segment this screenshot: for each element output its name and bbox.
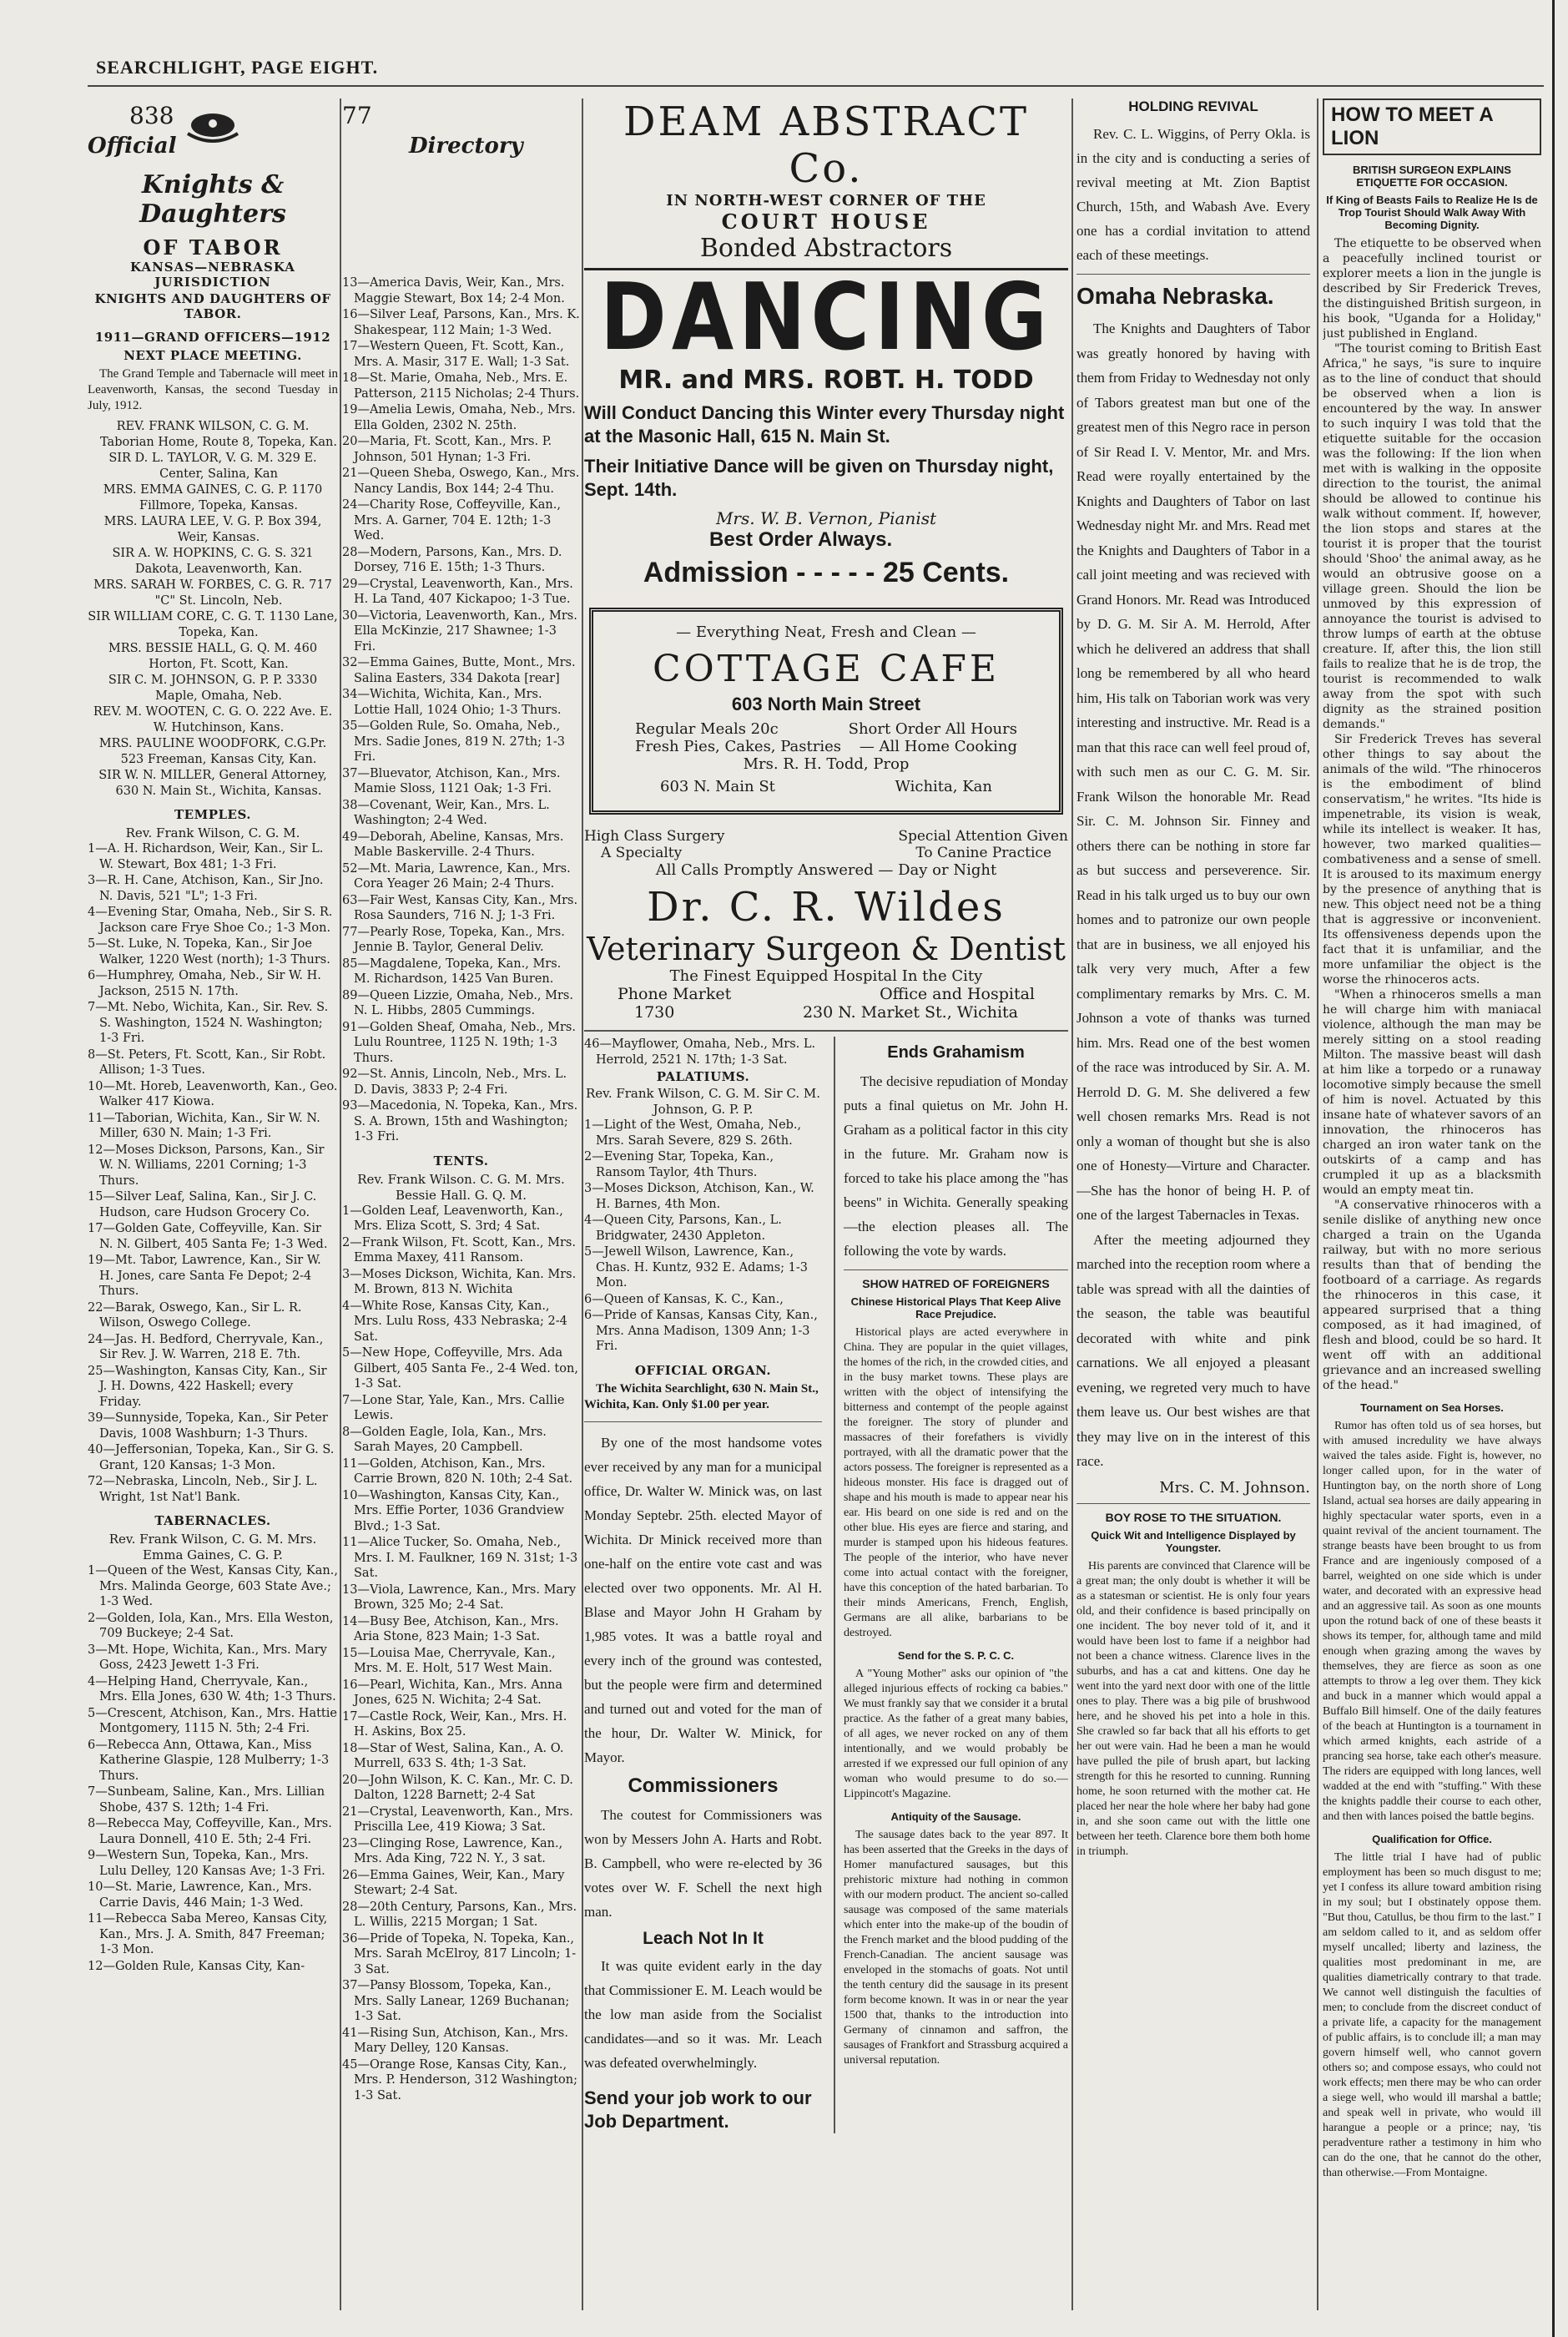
column-rule — [1071, 98, 1073, 2310]
temple-entry: 19—Mt. Tabor, Lawrence, Kan., Sir W. H. Jones, care Santa Fe Depot; 2-4 Thurs. — [88, 1254, 321, 1298]
tabernacle-entry: 38—Covenant, Weir, Kan., Mrs. L. Washington; 2-4 Wed. — [342, 798, 550, 827]
vet-specialty: A Specialty — [601, 845, 683, 861]
tabernacle-entry: 17—Western Queen, Ft. Scott, Kan., Mrs. A. Masir, 317 E. Wall; 1-3 Sat. — [342, 340, 570, 369]
foreigners-article: Historical plays are acted everywhere in China. They are popular in the quiet villages, the homes of the rich, in the crowded cities, and in the busy market towns. These plays are written with the object of intensifying the bitterness and contempt of the people against the foreigner. The story of plunder and massacres of their forefathers is vividly portrayed, with all the dramatic power that the actors possess. The foreigner is represented as a hideous monster. His face is dragged out of shape and his mouth is made to appear near his ear. His beard on one side is red and on the other blue. His eyes are fierce and staring, and murder is stamped upon his hideous features. The people of the interior, who have never come into actual contact with the foreigner, have this conception of the hated barbarian. To their minds Americans, French, English, Germans are all alike, barbarians to be destroyed. — [844, 1326, 1068, 1639]
tabernacle-entry: 5—Crescent, Atchison, Kan., Mrs. Hattie Montgomery, 1115 N. 5th; 2-4 Fri. — [88, 1706, 337, 1735]
vet-special-attention: Special Attention Given — [898, 828, 1068, 845]
revival-heading: HOLDING REVIVAL — [1128, 98, 1258, 114]
tent-entry: 41—Rising Sun, Atchison, Kan., Mrs. Mary Delley, 120 Kansas. — [342, 2026, 568, 2055]
temples-lead: Rev. Frank Wilson, C. G. M. — [125, 825, 300, 840]
tabernacle-entry: 12—Golden Rule, Kansas City, Kan- — [88, 1959, 305, 1973]
officers-heading: 1911—GRAND OFFICERS—1912 — [94, 330, 331, 345]
knights-daughters-title: Knights & Daughters — [139, 170, 286, 229]
tabernacle-entry: 9—Western Sun, Topeka, Kan., Mrs. Lulu Delley, 120 Kansas Ave; 1-3 Fri. — [88, 1849, 325, 1878]
tent-entry: 8—Golden Eagle, Iola, Kan., Mrs. Sarah Mayes, 20 Campbell. — [342, 1425, 547, 1454]
tents-heading: TENTS. — [433, 1153, 489, 1168]
lion-paragraph: Sir Frederick Treves has several other things to say about the animals of the wild. "The rhinoceros is the embodiment of blind conservatism," he writes. "Its hide is impenetrable, its vision is weak, while its intellect is weaker. It has, however, two marked qualities—combativeness and a sense of smell. It is aroused to its maximum energy by the presence of anything that is new. This object need not be a thing that is aggressive or inconvenient. Its offensiveness depends upon the fact that it is unfamiliar, and the more unfamiliar the object is the worse the rhinoceros acts. — [1323, 733, 1541, 987]
official-label: Official — [88, 134, 177, 159]
grahamism-article: The decisive repudiation of Monday puts a final quietus on Mr. John H. Graham as a political factor in this city in the future. Mr. Graham now is forced to take his place among the "has beens" in Wichita. Generally speaking—the election pleases all. The following the vote by wards. — [844, 1073, 1068, 1259]
cafe-tagline: — Everything Neat, Fresh and Clean — — [676, 623, 976, 641]
leach-heading: Leach Not In It — [643, 1928, 764, 1948]
tent-entry: 15—Louisa Mae, Cherryvale, Kan., Mrs. M. E. Holt, 517 West Main. — [342, 1646, 556, 1675]
lion-subheading: BRITISH SURGEON EXPLAINS ETIQUETTE FOR OCCASION. — [1353, 164, 1511, 189]
tabernacle-entry: 4—Helping Hand, Cherryvale, Kan., Mrs. Ella Jones, 630 W. 4th; 1-3 Thurs. — [88, 1674, 336, 1704]
dancing-pianist: Mrs. W. B. Vernon, Pianist — [715, 508, 937, 528]
sausage-article: The sausage dates back to the year 897. It has been asserted that the Greeks in the days of Homer manufactured sausages, but this prehistoric mixture had nothing in common with our modern product. The ancient so-called sausage was composed of the same materials which enter into the make-up of the boudin of the French market and the blood pudding of the French-Canadian. The ancient sausage was enveloped in the stomachs of goats. Not until the tenth century did the sausage in its present form become known. It was in or near the year 1500 that, thanks to the introduction into Germany of cinnamon and saffron, the sausages of Frankfort and Strassburg acquired a universal reputation. — [844, 1829, 1068, 2067]
tent-entry: 14—Busy Bee, Atchison, Kan., Mrs. Aria Stone, 823 Main; 1-3 Sat. — [342, 1614, 559, 1643]
column-rule — [340, 98, 341, 2310]
tent-entry: 20—John Wilson, K. C. Kan., Mr. C. D. Dalton, 1228 Barnett; 2-4 Sat — [342, 1773, 573, 1802]
temple-entry: 40—Jeffersonian, Topeka, Kan., Sir G. S. Grant, 120 Kansas; 1-3 Mon. — [88, 1443, 335, 1472]
dancing-title: DANCING — [600, 263, 1052, 371]
dancing-body-2: Their Initiative Dance will be given on Thursday night, Sept. 14th. — [584, 456, 1054, 500]
vet-phone-number: 1730 — [634, 1003, 675, 1022]
officer-entry: SIR D. L. TAYLOR, V. G. M. 329 E. Center, Salina, Kan — [108, 452, 317, 481]
directory-label: Directory — [409, 134, 523, 159]
officer-entry: REV. FRANK WILSON, C. G. M. Taborian Home, Route 8, Topeka, Kan. — [100, 420, 337, 449]
tent-entry: 37—Pansy Blossom, Topeka, Kan., Mrs. Sally Lanear, 1269 Buchanan; 1-3 Sat. — [342, 1979, 570, 2023]
tabernacle-entry: 89—Queen Lizzie, Omaha, Neb., Mrs. N. L. Hibbs, 2805 Cummings. — [342, 988, 573, 1017]
revival-article: Rev. C. L. Wiggins, of Perry Okla. is in the city and is conducting a series of revival meeting at Mt. Zion Baptist Church, 15th, and Wabash Ave. Every one has a cordial invitation to attend each of these meetings. — [1076, 126, 1310, 263]
foreigners-subheading: Chinese Historical Plays That Keep Alive Race Prejudice. — [850, 1295, 1061, 1320]
dancing-order: Best Order Always. — [709, 528, 893, 551]
directory-column — [88, 98, 338, 2310]
lion-article — [1323, 236, 1541, 1393]
cafe-name: COTTAGE CAFE — [653, 648, 1000, 690]
officer-entry: REV. M. WOOTEN, C. G. O. 222 Ave. E. W. Hutchinson, Kans. — [93, 705, 333, 734]
page-header: SEARCHLIGHT, PAGE EIGHT. — [96, 57, 379, 78]
officer-entry: MRS. EMMA GAINES, C. G. P. 1170 Fillmore, Topeka, Kansas. — [103, 483, 323, 512]
tabernacle-entry: 49—Deborah, Abeline, Kansas, Mrs. Mable Baskerville. 2-4 Thurs. — [342, 830, 564, 859]
temple-entry: 7—Mt. Nebo, Wichita, Kan., Sir. Rev. S. S. Washington, 1524 N. Washington; 1-3 Fri. — [88, 1001, 329, 1045]
temples-heading: TEMPLES. — [174, 807, 251, 822]
tabernacles-heading: TABERNACLES. — [154, 1513, 271, 1528]
temple-entry: 17—Golden Gate, Coffeyville, Kan. Sir N. N. Gilbert, 405 Santa Fe; 1-3 Wed. — [88, 1222, 328, 1251]
send-job-notice: Send your job work to our Job Department. — [584, 2087, 812, 2132]
temple-entry: 24—Jas. H. Bedford, Cherryvale, Kan., Sir Rev. J. W. Warren, 218 E. 7th. — [88, 1332, 324, 1361]
official-organ-text: The Wichita Searchlight, 630 N. Main St., Wichita, Kan. Only $1.00 per year. — [584, 1381, 819, 1411]
tabernacle-entry: 52—Mt. Maria, Lawrence, Kan., Mrs. Cora Yeager 26 Main; 2-4 Thurs. — [342, 861, 571, 891]
temple-entry: 5—St. Luke, N. Topeka, Kan., Sir Joe Walker, 1220 West (north); 1-3 Thurs. — [88, 937, 330, 967]
directory-number-right: 77 — [342, 102, 372, 129]
vet-title: Veterinary Surgeon & Dentist — [587, 931, 1066, 967]
tabernacle-entry: 91—Golden Sheaf, Omaha, Neb., Mrs. Lulu Rountree, 1125 N. 19th; 1-3 Thurs. — [342, 1020, 576, 1065]
lion-paragraph: "When a rhinoceros smells a man he will charge him with maniacal violence, although the man may be merely sitting on a stool reading Milton. The massive beast will dash at him like a torpedo or a runaway locomotive simply because the smell of him is novel. Actuated by this insane hate of whatever savors of an innovation, the rhinoceros has charged an iron water tank on the outskirts of a camp and has crumpled it up as a blacksmith would an empty meat tin. — [1323, 988, 1541, 1197]
tabernacle-entry: 93—Macedonia, N. Topeka, Kan., Mrs. S. A. Brown, 15th and Washington; 1-3 Fri. — [342, 1099, 578, 1143]
commissioners-heading: Commissioners — [628, 1774, 779, 1797]
cafe-short-order: Short Order All Hours — [848, 720, 1017, 738]
palatium-entry: 2—Evening Star, Topeka, Kan., Ransom Taylor, 4th Thurs. — [584, 1150, 774, 1179]
temples-list — [88, 841, 338, 1505]
tent-entry: 17—Castle Rock, Weir, Kan., Mrs. H. H. Askins, Box 25. — [342, 1709, 567, 1739]
vet-hospital: The Finest Equipped Hospital In the City — [669, 967, 983, 985]
boy-article: His parents are convinced that Clarence will be a great man; the only doubt is whether it will be as a statesman or scientist. He is only four years old, and their confidence is based principally on one incident. The boy never told of it, and it would have been lost to fame if a neighbor had not been a chance witness. Clarence lives in the suburbs, and has a cat and kittens. One day he went into the yard next door with one of the little ones to play. There was a big pile of brushwood here, and he shoved his pet into a hole in this. She crawled so far back that all his efforts to get her out were vain. Had he been a man he would have pulled the pile of brush apart, but lacking strength for this he resorted to cunning. Running home, he soon returned with the mother cat. He placed her near the hole where her baby had gone in, and she soon came out with the little one between her teeth. Clarence bore them both home in triumph. — [1076, 1559, 1310, 1858]
palatiums-heading: PALATIUMS. — [656, 1069, 750, 1084]
lion-paragraph: The etiquette to be observed when a peacefully inclined tourist or explorer meets a lion in the jungle is described by Sir Frederick Treves, the distinguished British surgeon, in his book, "Uganda for a Holiday," just published in England. — [1323, 237, 1541, 341]
tabernacle-entry: 28—Modern, Parsons, Kan., Mrs. D. Dorsey, 716 E. 15th; 1-3 Thurs. — [342, 545, 562, 574]
column-rule — [582, 98, 583, 2310]
tabernacles-list — [88, 1563, 338, 1974]
officer-entry: MRS. LAURA LEE, V. G. P. Box 394, Weir, Kansas. — [103, 515, 322, 544]
tents-lead: Rev. Frank Wilson. C. G. M. Mrs. Bessie Hall. G. Q. M. — [357, 1171, 565, 1203]
cafe-home-cooking: — All Home Cooking — [859, 738, 1017, 755]
tabernacle-entry: 20—Maria, Ft. Scott, Kan., Mrs. P. Johnson, 501 Hynan; 1-3 Fri. — [342, 435, 552, 464]
tents-list-continued — [584, 1037, 822, 1068]
palatium-entry: 3—Moses Dickson, Atchison, Kan., W. H. Barnes, 4th Mon. — [584, 1182, 814, 1211]
palatium-entry: 6—Queen of Kansas, K. C., Kan., — [584, 1292, 784, 1306]
tent-entry: 45—Orange Rose, Kansas City, Kan., Mrs. P. Henderson, 312 Washington; 1-3 Sat. — [342, 2057, 577, 2102]
next-meeting-text: The Grand Temple and Tabernacle will meet in Leavenworth, Kansas, the second Tuesday in July, 1912. — [88, 367, 338, 412]
tent-entry: 18—Star of West, Salina, Kan., A. O. Murrell, 633 S. 4th; 1-3 Sat. — [342, 1741, 564, 1770]
vet-surgery: High Class Surgery — [584, 828, 725, 845]
omaha-heading: Omaha Nebraska. — [1076, 283, 1274, 309]
column-rule — [1317, 98, 1318, 2310]
officer-entry: SIR C. M. JOHNSON, G. P. P. 3330 Maple, Omaha, Neb. — [108, 674, 318, 703]
cafe-pies: Fresh Pies, Cakes, Pastries — [635, 738, 841, 755]
spcc-heading: Send for the S. P. C. C. — [897, 1649, 1015, 1662]
tent-entry: 1—Golden Leaf, Leavenworth, Kan., Mrs. Eliza Scott, S. 3rd; 4 Sat. — [342, 1204, 563, 1233]
tent-entry: 28—20th Century, Parsons, Kan., Mrs. L. Willis, 2215 Morgan; 1 Sat. — [342, 1900, 577, 1929]
lion-heading: HOW TO MEET A LION — [1323, 98, 1541, 155]
tabernacle-entry: 1—Queen of the West, Kansas City, Kan., Mrs. Malinda George, 603 State Ave.; 1-3 Wed. — [88, 1564, 338, 1608]
temple-entry: 12—Moses Dickson, Parsons, Kan., Sir W. N. Williams, 2201 Corning; 1-3 Thurs. — [88, 1143, 325, 1188]
cafe-address: 603 North Main Street — [731, 694, 921, 714]
tabernacle-entry: 63—Fair West, Kansas City, Kan., Mrs. Rosa Saunders, 716 N. J; 1-3 Fri. — [342, 893, 578, 922]
vet-canine: To Canine Practice — [915, 845, 1051, 861]
tabernacle-entry: 24—Charity Rose, Coffeyville, Kan., Mrs. A. Garner, 704 E. 12th; 1-3 Wed. — [342, 498, 561, 543]
grahamism-heading: Ends Grahamism — [887, 1043, 1025, 1062]
abstract-ad — [584, 98, 1068, 263]
tabernacle-entry: 16—Silver Leaf, Parsons, Kan., Mrs. K. Shakespear, 112 Main; 1-3 Wed. — [342, 308, 580, 337]
directory-masthead-right — [342, 98, 580, 164]
tournament-heading: Tournament on Sea Horses. — [1360, 1401, 1504, 1414]
office-article: The little trial I have had of public employment has been so much disgust to me; yet I confess its allure toward ambition rising in my soul; but I obstinately oppose them. "But thou, Catullus, be thou firm to the last." I am seldom called to it, and as seldom offer myself uncalled; liberty and laziness, the qualities most predominant in me, are qualities diametrically contrary to that trade. We cannot well distinguish the faculties of men; to conclude from the discreet conduct of a private life, a capacity for the management of public affairs, is to conclude ill; a man may govern himself well, who cannot govern others so; and compose essays, who could not work effects; men there may be who can order a siege well, who would ill marshal a battle; and speak well in private, who would ill harangue a people or a prince; nay, 'tis peradventure rather a testimony in him who can do the one, that he cannot do the other, than otherwise.—From Montaigne. — [1323, 1851, 1541, 2179]
vet-address: 230 N. Market St., Wichita — [802, 1003, 1018, 1022]
omaha-article-2: After the meeting adjourned they marched into the reception room where a table was spread with all the dainties of the season, the table was beautiful decorated with white and pink carnations. We all enjoyed a pleasant evening, we regreted very much to have them leave us. Our best wishes are that they may live on in the interest of this race. — [1076, 1231, 1310, 1469]
palatium-entry: 5—Jewell Wilson, Lawrence, Kan., Chas. H. Kuntz, 932 E. Adams; 1-3 Mon. — [584, 1245, 808, 1290]
officer-entry: MRS. BESSIE HALL, G. Q. M. 460 Horton, Ft. Scott, Kan. — [108, 642, 318, 671]
tabernacle-entry: 77—Pearly Rose, Topeka, Kan., Mrs. Jennie B. Taylor, General Deliv. — [342, 925, 565, 954]
tabernacle-entry: 19—Amelia Lewis, Omaha, Neb., Mrs. Ella Golden, 2302 N. 25th. — [342, 403, 576, 432]
tabernacle-entry: 3—Mt. Hope, Wichita, Kan., Mrs. Mary Goss, 2423 Jewett 1-3 Fri. — [88, 1643, 327, 1672]
sausage-heading: Antiquity of the Sausage. — [890, 1810, 1021, 1823]
directory-column-2 — [342, 275, 580, 2312]
tournament-article: Rumor has often told us of sea horses, but with amused incredulity we have always waived the tales aside. Fight is, however, no longer called upon, for in the water of Huntington bay, on the north shore of Long Island, actual sea horses are daily appearing in highly spectacular water sports, even in a quaint revival of the ancient tournament. The strange beasts have been brought to us from France and are ingeniously composed of a barrel, weighted on one side which is under water, and decorated with an expressive head and an aggressive tail. As soon as one mounts upon the rotund back of one of these beasts it shows its temper, for, although tame and mild enough when grazing among the waves by themselves, they are fierce as soon as one attempts to throw a leg over them. They kick and buck in a manner which would appal a Buffalo Bill himself. One of the daily features of the beach at Huntington is a tournament in which armed knights, each astride of a prancing sea horse, take each other's measure. The riders are equipped with long lances, well wadded at the end with "stuffing." With these the knights paddle their course to each other, and then with lances poised the battle begins. — [1323, 1420, 1541, 1823]
of-tabor-title: OF TABOR — [143, 235, 283, 260]
tabernacle-entry: 29—Crystal, Leavenworth, Kan., Mrs. H. La Tand, 407 Kickapoo; 1-3 Tue. — [342, 577, 573, 606]
boy-heading: BOY ROSE TO THE SITUATION. — [1105, 1510, 1282, 1524]
temple-entry: 15—Silver Leaf, Salina, Kan., Sir J. C. Hudson, care Hudson Grocery Co. — [88, 1190, 317, 1219]
vet-office: Office and Hospital — [880, 985, 1035, 1003]
officer-entry: SIR W. N. MILLER, General Attorney, 630 N. Main St., Wichita, Kansas. — [98, 769, 327, 798]
tabernacle-entry: 8—Rebecca May, Coffeyville, Kan., Mrs. Laura Donnell, 410 E. 5th; 2-4 Fri. — [88, 1817, 332, 1846]
tabernacles-list-continued — [342, 275, 580, 1145]
temple-entry: 72—Nebraska, Lincoln, Neb., Sir J. L. Wright, 1st Nat'l Bank. — [88, 1475, 318, 1504]
lion-subheading-2: If King of Beasts Fails to Realize He Is de Trop Tourist Should Walk Away With Becoming Dignity. — [1326, 194, 1538, 231]
palatiums-list — [584, 1118, 822, 1355]
tent-entry: 23—Clinging Rose, Lawrence, Kan., Mrs. Ada King, 722 N. Y., 3 sat. — [342, 1836, 563, 1865]
tabernacle-entry: 32—Emma Gaines, Butte, Mont., Mrs. Salina Easters, 334 Dakota [rear] — [342, 656, 576, 685]
header-rule — [88, 85, 1544, 87]
dancing-admission: Admission - - - - - 25 Cents. — [643, 557, 1010, 588]
tent-entry: 11—Alice Tucker, So. Omaha, Neb., Mrs. I. M. Faulkner, 169 N. 31st; 1-3 Sat. — [342, 1536, 578, 1580]
foreigners-heading: SHOW HATRED OF FOREIGNERS — [862, 1277, 1050, 1290]
omaha-column — [1076, 98, 1310, 2310]
cafe-meals: Regular Meals 20c — [635, 720, 779, 738]
omaha-signature: Mrs. C. M. Johnson. — [1159, 1478, 1310, 1497]
tent-entry: 4—White Rose, Kansas City, Kan., Mrs. Lulu Ross, 433 Nebraska; 2-4 Sat. — [342, 1299, 567, 1344]
official-organ-heading: OFFICIAL ORGAN. — [634, 1362, 772, 1378]
tent-entry: 5—New Hope, Coffeyville, Mrs. Ada Gilbert, 405 Santa Fe., 2-4 Wed. ton, 1-3 Sat. — [342, 1346, 578, 1391]
office-heading: Qualification for Office. — [1372, 1833, 1492, 1845]
palatium-entry: 4—Queen City, Parsons, Kan., L. Bridgwater, 2430 Appleton. — [584, 1214, 782, 1243]
palatiums-lead: Rev. Frank Wilson, C. G. M. Sir C. M. Johnson, G. P. P. — [585, 1086, 821, 1117]
abstract-court-house: COURT HOUSE — [721, 209, 931, 234]
temple-entry: 3—R. H. Cane, Atchison, Kan., Sir Jno. N. Davis, 521 "L"; 1-3 Fri. — [88, 874, 324, 903]
tent-entry: 10—Washington, Kansas City, Kan., Mrs. Effie Porter, 1036 Grandview Blvd.; 1-3 Sat. — [342, 1488, 565, 1533]
dancing-host: MR. and MRS. ROBT. H. TODD — [618, 366, 1034, 395]
tent-entry: 2—Frank Wilson, Ft. Scott, Kan., Mrs. Emma Maxey, 411 Ransom. — [342, 1235, 576, 1264]
tent-entry: 46—Mayflower, Omaha, Neb., Mrs. L. Herrold, 2521 N. 17th; 1-3 Sat. — [584, 1037, 816, 1067]
commissioners-article: The coutest for Commissioners was won by Messers John A. Harts and Robt. B. Campbell, who were re-elected by 36 votes over W. F. Schell the next high man. — [584, 1806, 822, 1920]
palatium-entry: 6—Pride of Kansas, Kansas City, Kan., Mrs. Anna Madison, 1309 Ann; 1-3 Fri. — [584, 1309, 818, 1353]
lion-paragraph: "A conservative rhinoceros with a senile dislike of anything new once charged a train on the Uganda railway, but with no more serious results than that of bending the footboard of a carriage. As regards the rhinoceros in this case, it appeared surprised that a thing composed, as it had imagined, of flesh and blood, could be so hard. It went off with an additional grievance and an increased swelling of the head." — [1323, 1199, 1541, 1392]
tabor-emblem-icon — [179, 109, 246, 150]
tents-list — [342, 1204, 580, 2104]
officer-entry: MRS. PAULINE WOODFORK, C.G.Pr. 523 Freeman, Kansas City, Kan. — [98, 737, 327, 766]
tabernacle-entry: 34—Wichita, Wichita, Kan., Mrs. Lottie Hall, 1024 Ohio; 1-3 Thurs. — [342, 688, 562, 717]
temple-entry: 25—Washington, Kansas City, Kan., Sir J. H. Downs, 422 Haskell; every Friday. — [88, 1364, 327, 1409]
officers-list — [88, 419, 338, 799]
tabernacle-entry: 37—Bluevator, Atchison, Kan., Mrs. Mamie Sloss, 1121 Oak; 1-3 Fri. — [342, 766, 561, 795]
omaha-article-1: The Knights and Daughters of Tabor was greatly honored by having with them from Friday to Wednesday not only of Tabors greatest man but one of the greatest men of this Negro race in person of Sir Read I. V. Mentor, Mr. and Mrs. Read were royally entertained by the Knights and Daughters of Tabor on last Wednesday night Mr. and Mrs. Read met the Knights and Daughters of Tabor in a call joint meeting and was recieved with Grand Honors. Mr. Read was Introduced by D. G. M. Sir A. M. Herrold, After which he delivered an address that shall long be remembered by all who heard him, His talk on Taborian work was very interesting and instructive. Mr. Read is a man that this race can well feel proud of, with such men as our C. G. M. Sir. Frank Wilson the honorable Mr. Read Sir. C. M. Johnson Sir. Finney and others there can be nothing in store far as but success and perseverence. Sir. Read in his talk urged us to buy our own homes and to patronize our own people that are in business, we all enjoyed his talk very very much, After a few complimentary remarks by Mrs. C. M. Johnson a vote of thanks was turned him. Mrs. Read one of the best women of the race was introduced by Sir. A. M. Herrold D. G. M. She delivered a few well chosen remarks Mrs. Read is not only a woman of thought but she is also one of Honesty—Virture and Character.—She has the honor of being H. P. of one of the largest Tabernacles in Texas. — [1076, 321, 1310, 1223]
next-meeting-heading: NEXT PLACE MEETING. — [124, 348, 302, 363]
vet-name: Dr. C. R. Wildes — [647, 884, 1006, 931]
tabernacle-entry: 11—Rebecca Saba Mereo, Kansas City, Kan., Mrs. J. A. Smith, 847 Freeman; 1-3 Mon. — [88, 1912, 328, 1956]
officer-entry: SIR A. W. HOPKINS, C. G. S. 321 Dakota, Leavenworth, Kan. — [112, 547, 314, 576]
dancing-body-1: Will Conduct Dancing this Winter every Thursday night at the Masonic Hall, 615 N. Main St. — [584, 402, 1065, 447]
abstract-location: IN NORTH-WEST CORNER OF THE — [666, 192, 986, 209]
cafe-street: 603 N. Main St — [660, 778, 775, 795]
tabernacle-entry: 6—Rebecca Ann, Ottawa, Kan., Miss Katherine Glaspie, 128 Mulberry; 1-3 Thurs. — [88, 1738, 330, 1783]
tent-entry: 26—Emma Gaines, Weir, Kan., Mary Stewart; 2-4 Sat. — [342, 1868, 565, 1897]
spcc-article: A "Young Mother" asks our opinion of "the alleged injurious effects of rocking ca babies." We must frankly say that we consider it a brutal practice. As the father of a great many babies, of all ages, we never rocked on any of them intentionally, and we would probably be arrested if we expressed our full opinion of any woman who would presume to do so.—Lippincott's Magazine. — [844, 1668, 1068, 1800]
temple-entry: 6—Humphrey, Omaha, Neb., Sir W. H. Jackson, 2515 N. 17th. — [88, 969, 321, 998]
tabernacle-entry: 7—Sunbeam, Saline, Kan., Mrs. Lillian Shobe, 437 S. 12th; 1-4 Fri. — [88, 1785, 325, 1815]
tent-entry: 36—Pride of Topeka, N. Topeka, Kan., Mrs. Sarah McElroy, 817 Lincoln; 1-3 Sat. — [342, 1931, 577, 1976]
tabernacles-lead: Rev. Frank Wilson, C. G. M. Mrs. Emma Gaines, C. G. P. — [108, 1532, 317, 1562]
directory-number-left: 838 — [129, 102, 174, 129]
veterinary-ad — [584, 828, 1068, 1022]
cottage-cafe-ad — [589, 608, 1063, 815]
tabernacle-entry: 21—Queen Sheba, Oswego, Kan., Mrs. Nancy Landis, Box 144; 2-4 Thu. — [342, 467, 580, 496]
officer-entry: MRS. SARAH W. FORBES, C. G. R. 717 "C" St. Lincoln, Neb. — [93, 578, 332, 608]
tabernacle-entry: 92—St. Annis, Lincoln, Neb., Mrs. L. D. Davis, 3833 P; 2-4 Fri. — [342, 1068, 567, 1097]
center-column — [584, 98, 1068, 2310]
tabernacle-entry: 85—Magdalene, Topeka, Kan., Mrs. M. Richardson, 1425 Van Buren. — [342, 957, 562, 986]
cafe-city: Wichita, Kan — [895, 778, 992, 795]
temple-entry: 22—Barak, Oswego, Kan., Sir L. R. Wilson, Oswego College. — [88, 1300, 302, 1330]
temple-entry: 39—Sunnyside, Topeka, Kan., Sir Peter Davis, 1008 Washburn; 1-3 Thurs. — [88, 1411, 328, 1441]
abstract-bonded: Bonded Abstractors — [699, 234, 953, 263]
lion-column — [1323, 98, 1541, 2310]
abstract-company-name: DEAM ABSTRACT Co. — [623, 98, 1029, 192]
palatium-entry: 1—Light of the West, Omaha, Neb., Mrs. Sarah Severe, 829 S. 26th. — [584, 1118, 802, 1148]
boy-subheading: Quick Wit and Intelligence Displayed by Youngster. — [1091, 1528, 1296, 1554]
center-right-subcolumn — [834, 1037, 1068, 2133]
tent-entry: 21—Crystal, Leavenworth, Kan., Mrs. Priscilla Lee, 419 Kiowa; 3 Sat. — [342, 1804, 573, 1834]
kdt-subtitle: KNIGHTS AND DAUGHTERS OF TABOR. — [94, 291, 331, 321]
tabernacle-entry: 18—St. Marie, Omaha, Neb., Mrs. E. Patterson, 2115 Nicholas; 2-4 Thurs. — [342, 371, 580, 401]
temple-entry: 11—Taborian, Wichita, Kan., Sir W. N. Miller, 630 N. Main; 1-3 Fri. — [88, 1111, 320, 1140]
tent-entry: 13—Viola, Lawrence, Kan., Mrs. Mary Brown, 325 Mo; 2-4 Sat. — [342, 1582, 577, 1612]
jurisdiction-title: KANSAS—NEBRASKA JURISDICTION — [130, 260, 295, 290]
cafe-proprietor: Mrs. R. H. Todd, Prop — [743, 755, 910, 773]
temple-entry: 10—Mt. Horeb, Leavenworth, Kan., Geo. Walker 417 Kiowa. — [88, 1079, 338, 1108]
vet-calls: All Calls Promptly Answered — Day or Night — [655, 861, 997, 879]
lion-paragraph: "The tourist coming to British East Africa," he says, "is sure to inquire as to the line of conduct that should be observed when a lion is encountered by the way. In answer to such inquiry I was told that the etiquette suitable for the occasion was the following: If the lion when met with is walking in the opposite direction to the tourist, the animal should be allowed to continue his walk without comment. If, however, the lion stops and stares at the tourist it is proper that the tourist should 'Shoo' the animal away, as he would an obtrusive goose on a village green. Should the lion be unmoved by this expression of annoyance the tourist is advised to throw lumps of earth at the obtuse creature. If, after this, the lion still fails to realize that he is de trop, the tourist is recommended to walk away from the spot with such dignity as the strained position demands." — [1323, 342, 1541, 731]
officer-entry: SIR WILLIAM CORE, C. G. T. 1130 Lane, Topeka, Kan. — [88, 610, 338, 639]
tabernacle-entry: 2—Golden, Iola, Kan., Mrs. Ella Weston, 709 Buckeye; 2-4 Sat. — [88, 1611, 334, 1640]
tabernacle-entry: 13—America Davis, Weir, Kan., Mrs. Maggie Stewart, Box 14; 2-4 Mon. — [342, 276, 565, 305]
tabernacle-entry: 10—St. Marie, Lawrence, Kan., Mrs. Carrie Davis, 446 Main; 1-3 Wed. — [88, 1880, 312, 1910]
tabernacle-entry: 35—Golden Rule, So. Omaha, Neb., Mrs. Sadie Jones, 819 N. 27th; 1-3 Fri. — [342, 719, 565, 764]
leach-article: It was quite evident early in the day that Commissioner E. M. Leach would be the low man aside from the Socialist candidates—and so it was. Mr. Leach was defeated overwhelmingly. — [584, 1957, 822, 2071]
temple-entry: 8—St. Peters, Ft. Scott, Kan., Sir Robt. Allison; 1-3 Tues. — [88, 1047, 326, 1077]
tent-entry: 16—Pearl, Wichita, Kan., Mrs. Anna Jones, 625 N. Wichita; 2-4 Sat. — [342, 1678, 563, 1707]
tent-entry: 3—Moses Dickson, Wichita, Kan. Mrs. M. Brown, 813 N. Wichita — [342, 1267, 577, 1296]
tabernacle-entry: 30—Victoria, Leavenworth, Kan., Mrs. Ella McKinzie, 217 Shawnee; 1-3 Fri. — [342, 608, 577, 654]
vet-phone: Phone Market — [618, 985, 732, 1003]
tent-entry: 11—Golden, Atchison, Kan., Mrs. Carrie Brown, 820 N. 10th; 2-4 Sat. — [342, 1456, 573, 1486]
temple-entry: 1—A. H. Richardson, Weir, Kan., Sir L. W. Stewart, Box 481; 1-3 Fri. — [88, 842, 324, 871]
election-article: By one of the most handsome votes ever received by any man for a municipal office, Dr. Walter W. Minick was, on last Monday Septebr. 25th. elected Mayor of Wichita. Dr Minick received more than one-half on the entire vote cast and was elected over two opponents. Mr. Al H. Blase and Mayor John H Graham by 1,985 votes. It was a battle royal and every inch of the ground was contested, but the people were firm and determined and turned out and voted for the man of the hour, Dr. Walter W. Minick, for Mayor. — [584, 1434, 822, 1765]
center-left-subcolumn — [584, 1037, 822, 2133]
directory-masthead — [88, 98, 338, 165]
tent-entry: 7—Lone Star, Yale, Kan., Mrs. Callie Lewis. — [342, 1393, 565, 1422]
temple-entry: 4—Evening Star, Omaha, Neb., Sir S. R. Jackson care Frye Shoe Co.; 1-3 Mon. — [88, 906, 333, 935]
page-edge — [1552, 0, 1555, 2337]
